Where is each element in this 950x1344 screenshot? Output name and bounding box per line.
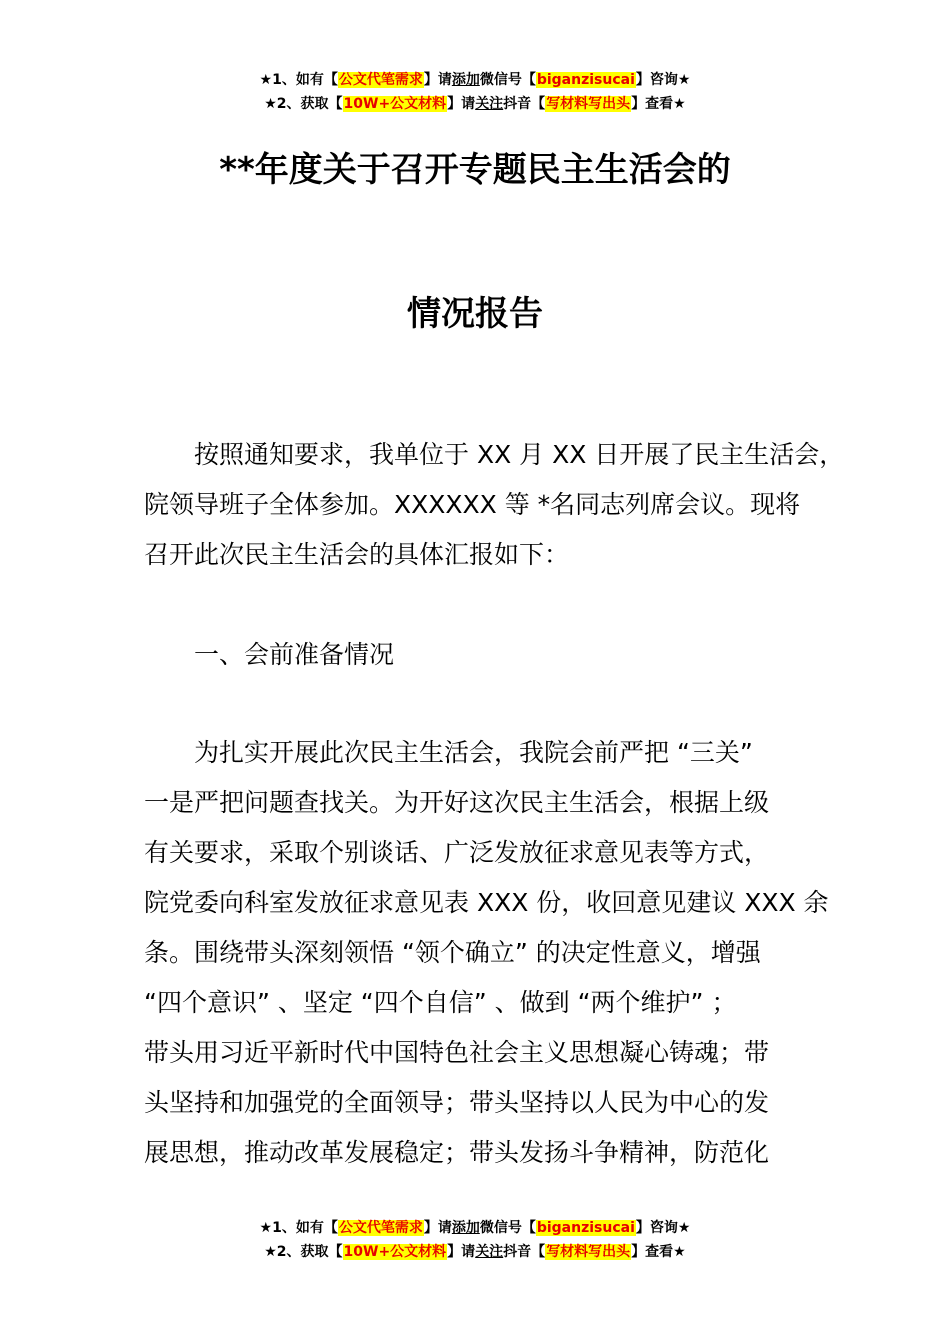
promo-text: ★1、如有【 (259, 1220, 338, 1236)
paragraph-line: 有关要求，采取个别谈话、广泛发放征求意见表等方式， (144, 838, 770, 867)
promo-text: 微信号【 (479, 1220, 536, 1236)
promo-line-2 (0, 1240, 950, 1264)
promo-highlight: 10W+公文材料 (343, 1244, 447, 1260)
promo-highlight: 公文代笔需求 (338, 1220, 423, 1236)
paragraph-line: 院党委向科室发放征求意见表 XXX 份，收回意见建议 XXX 余 (144, 888, 829, 917)
preparation-paragraph (144, 728, 834, 1178)
promo-underlined-text: 添加 (451, 72, 480, 88)
promo-text: 】查看★ (631, 1244, 686, 1260)
paragraph-line: “四个意识” 、坚定 “四个自信” 、做到 “两个维护” ； (144, 988, 737, 1017)
promo-text: ★1、如有【 (259, 72, 338, 88)
paragraph-line: 一是严把问题查找关。为开好这次民主生活会，根据上级 (144, 788, 770, 817)
promo-text: 】请 (423, 1220, 452, 1236)
promo-line-2 (0, 92, 950, 116)
promo-highlight: 10W+公文材料 (343, 96, 447, 112)
promo-text: 】咨询★ (635, 1220, 691, 1236)
paragraph-line: 为扎实开展此次民主生活会，我院会前严把 “三关” (194, 738, 753, 767)
paragraph-line: 带头用习近平新时代中国特色社会主义思想凝心铸魂；带 (144, 1038, 770, 1067)
promo-text: 】请 (423, 72, 452, 88)
promo-text: 抖音【 (503, 1244, 546, 1260)
promo-highlight: biganzisucai (536, 72, 635, 88)
promo-highlight: 公文代笔需求 (338, 72, 423, 88)
promo-highlight: biganzisucai (536, 1220, 635, 1236)
paragraph-line: 召开此次民主生活会的具体汇报如下： (144, 540, 570, 569)
paragraph-line: 条。围绕带头深刻领悟 “领个确立” 的决定性意义，增强 (144, 938, 761, 967)
promo-highlight: 写材料写出头 (546, 96, 631, 112)
promo-highlight: 写材料写出头 (546, 1244, 631, 1260)
paragraph-line: 按照通知要求，我单位于 XX 月 XX 日开展了民主生活会， (194, 440, 845, 469)
paragraph-line: 展思想，推动改革发展稳定；带头发扬斗争精神，防范化 (144, 1138, 770, 1167)
promo-underlined-text: 添加 (451, 1220, 480, 1236)
promo-line-1 (0, 68, 950, 92)
promo-banner-top (0, 68, 950, 116)
promo-line-1 (0, 1216, 950, 1240)
document-title-line-2: 情况报告 (407, 294, 543, 334)
promo-text: 】请 (447, 96, 476, 112)
promo-text: 】咨询★ (635, 72, 691, 88)
paragraph-line: 院领导班子全体参加。XXXXXX 等 *名同志列席会议。现将 (144, 490, 801, 519)
promo-text: 】查看★ (631, 96, 686, 112)
promo-underlined-text: 关注 (475, 96, 504, 112)
promo-underlined-text: 关注 (475, 1244, 504, 1260)
intro-paragraph (144, 430, 845, 580)
promo-text: ★2、获取【 (264, 1244, 343, 1260)
promo-banner-bottom (0, 1216, 950, 1264)
document-title-line-1: **年度关于召开专题民主生活会的 (219, 150, 731, 190)
promo-text: ★2、获取【 (264, 96, 343, 112)
promo-text: 】请 (447, 1244, 476, 1260)
section-heading-text: 一、会前准备情况 (194, 640, 395, 669)
promo-text: 抖音【 (503, 96, 546, 112)
promo-text: 微信号【 (479, 72, 536, 88)
paragraph-line: 头坚持和加强党的全面领导；带头坚持以人民为中心的发 (144, 1088, 770, 1117)
section-heading (144, 630, 834, 680)
